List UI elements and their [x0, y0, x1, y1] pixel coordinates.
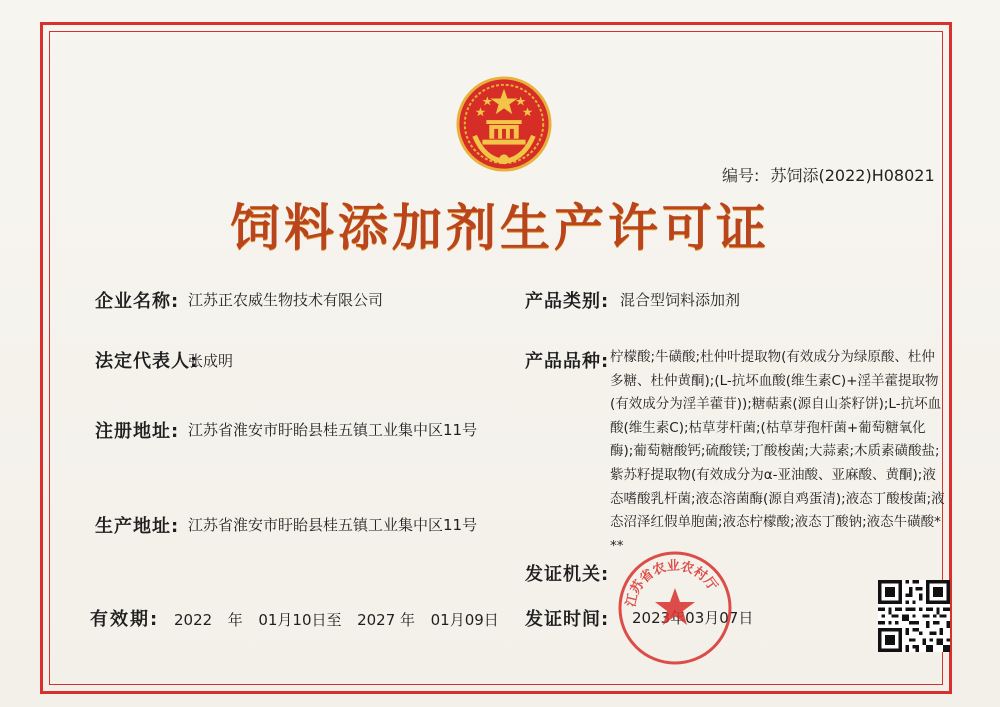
- validity-year-char-1: 年: [227, 611, 243, 629]
- certificate-number: [722, 163, 935, 186]
- seal-text: 江苏省农业农村厅: [623, 558, 720, 609]
- validity-start-date: 01月10日至: [258, 611, 342, 629]
- legal-representative-value: 张成明: [188, 352, 234, 370]
- issue-date-label: 发证时间:: [525, 609, 610, 630]
- product-category-label: 产品类别:: [525, 291, 610, 312]
- validity-period: [90, 605, 499, 631]
- product-varieties-value: 柠檬酸;牛磺酸;杜仲叶提取物(有效成分为绿原酸、杜仲多糖、杜仲黄酮);(L-抗坏血酸(维生素C)+淫羊藿提取物(有效成分为淫羊藿苷));糖萜素(源自山茶籽饼);L-抗坏血酸(维生素C);枯草芽杆菌;(枯草芽孢杆菌+葡萄糖氧化酶);葡萄糖酸钙;硫酸镁;丁酸梭菌;大蒜素;木质素磺酸盐;紫苏籽提取物(有效成分为α-亚油酸、亚麻酸、黄酮);液态嗜酸乳杆菌;液态溶菌酶(源自鸡蛋清);液态丁酸梭菌;液态沼泽红假单胞菌;液态柠檬酸;液态丁酸钠;液态牛磺酸***: [610, 349, 945, 554]
- validity-label: 有效期:: [90, 609, 160, 630]
- validity-end-date: 01月09日: [430, 611, 499, 629]
- legal-representative-label: 法定代表人:: [95, 351, 199, 372]
- issuing-authority-label: 发证机关:: [525, 564, 610, 585]
- enterprise-name-label: 企业名称:: [95, 291, 180, 312]
- registered-address-label: 注册地址:: [95, 421, 180, 442]
- qr-code-icon: [878, 580, 950, 652]
- certificate-number-label: 编号:: [722, 166, 760, 185]
- enterprise-name-value: 江苏正农威生物技术有限公司: [188, 291, 384, 309]
- product-varieties-label: 产品品种:: [525, 351, 610, 372]
- official-seal-icon: [615, 548, 735, 668]
- validity-start-year: 2022: [173, 611, 213, 629]
- product-category-value: 混合型饲料添加剂: [620, 291, 741, 309]
- production-address-value: 江苏省淮安市盱眙县桂五镇工业集中区11号: [188, 516, 478, 534]
- national-emblem-icon: [455, 75, 553, 173]
- registered-address-value: 江苏省淮安市盱眙县桂五镇工业集中区11号: [188, 421, 478, 439]
- issue-date-value: 2023年03月07日: [632, 609, 754, 627]
- validity-year-char-2: 年: [400, 611, 416, 629]
- certificate-number-value: 苏饲添(2022)H08021: [770, 166, 935, 185]
- production-address-label: 生产地址:: [95, 516, 180, 537]
- validity-end-year: 2027: [357, 611, 396, 629]
- certificate-title: 饲料添加剂生产许可证: [230, 198, 770, 257]
